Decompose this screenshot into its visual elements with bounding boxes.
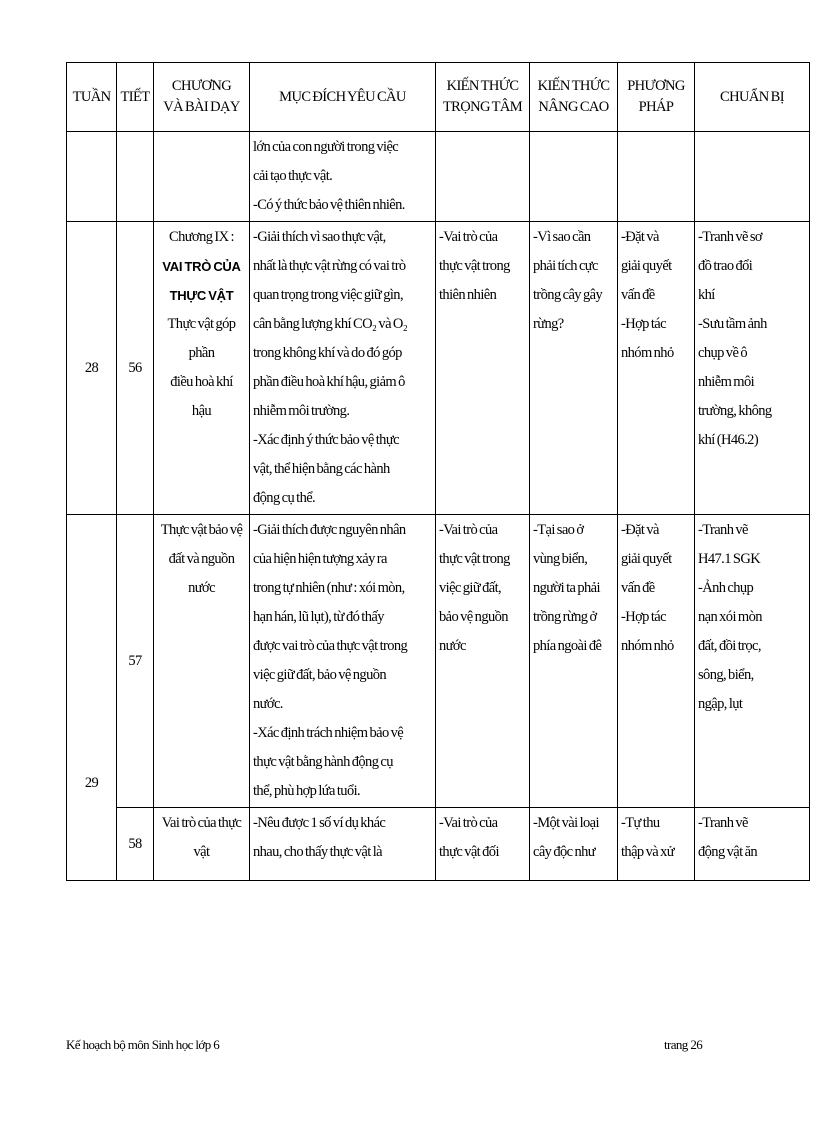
table-row-lesson-56	[67, 222, 810, 515]
cell-tuan	[67, 132, 117, 222]
cell-chuong: Thực vật bảo vệ đất và nguồn nước	[154, 515, 250, 808]
cell-muc-dich: -Nêu được 1 số ví dụ khác nhau, cho thấy thực vật là	[250, 808, 436, 881]
cell-muc-dich: -Giải thích vì sao thực vật, nhất là thực vật rừng có vai trò quan trọng trong việc giữ gìn, cân bằng lượng khí CO₂ và O₂ trong không khí và do đó góp phần điều hoà khí hậu, giảm ô nhiễm môi trường. -Xác định ý thức bảo vệ thực vật, thể hiện bằng các hành động cụ thể.	[250, 222, 436, 515]
lesson-plan-table	[66, 62, 810, 881]
cell-phuong-phap	[618, 132, 695, 222]
chapter-label: Chương IX :	[169, 229, 234, 245]
table-row-continued	[67, 132, 810, 222]
table-row-lesson-57	[67, 515, 810, 808]
cell-phuong-phap: -Đặt và giải quyết vấn đề -Hợp tác nhóm nhỏ	[618, 222, 695, 515]
cell-chuong: Chương IX : VAI TRÒ CỦA THỰC VẬT Thực vật góp phần điều hoà khí hậu	[154, 222, 250, 515]
header-chuan-bi: CHUẨN BỊ	[695, 63, 810, 132]
footer-document-title: Kế hoạch bộ môn Sinh học lớp 6	[66, 1037, 220, 1052]
header-tiet: TIẾT	[117, 63, 154, 132]
cell-nang-cao: -Vì sao cần phải tích cực trồng cây gây rừng?	[530, 222, 618, 515]
cell-chuan-bi: -Tranh vẽ động vật ăn	[695, 808, 810, 881]
cell-chuan-bi	[695, 132, 810, 222]
cell-chuan-bi: -Tranh vẽ sơ đồ trao đổi khí -Sưu tầm ảnh chụp về ô nhiễm môi trường, không khí (H46.2)	[695, 222, 810, 515]
cell-phuong-phap: -Tự thu thập và xử	[618, 808, 695, 881]
cell-tiet: 57	[117, 515, 154, 808]
cell-trong-tam	[436, 132, 530, 222]
cell-tuan: 29	[67, 515, 117, 881]
header-nang-cao: KIẾN THỨC NÂNG CAO	[530, 63, 618, 132]
cell-tiet	[117, 132, 154, 222]
cell-nang-cao	[530, 132, 618, 222]
header-chuong: CHƯƠNG VÀ BÀI DẠY	[154, 63, 250, 132]
cell-trong-tam: -Vai trò của thực vật đối	[436, 808, 530, 881]
cell-chuong: Vai trò của thực vật	[154, 808, 250, 881]
header-muc-dich: MỤC ĐÍCH YÊU CẦU	[250, 63, 436, 132]
table-row-lesson-58	[67, 808, 810, 881]
cell-chuong	[154, 132, 250, 222]
chapter-title: THỰC VẬT	[169, 288, 234, 303]
cell-tiet: 56	[117, 222, 154, 515]
cell-trong-tam: -Vai trò của thực vật trong thiên nhiên	[436, 222, 530, 515]
header-row	[67, 63, 810, 132]
footer-page-number: trang 26	[664, 1037, 703, 1052]
cell-muc-dich: lớn của con người trong việc cải tạo thực vật. -Có ý thức bảo vệ thiên nhiên.	[250, 132, 436, 222]
cell-tuan: 28	[67, 222, 117, 515]
header-phuong-phap: PHƯƠNG PHÁP	[618, 63, 695, 132]
chapter-title: VAI TRÒ CỦA	[162, 259, 241, 274]
cell-phuong-phap: -Đặt và giải quyết vấn đề -Hợp tác nhóm nhỏ	[618, 515, 695, 808]
cell-muc-dich: -Giải thích được nguyên nhân của hiện hiện tượng xảy ra trong tự nhiên (như : xói mòn, hạn hán, lũ lụt), từ đó thấy được vai trò của thực vật trong việc giữ đất, bảo vệ nguồn nước. -Xác định trách nhiệm bảo vệ thực vật bằng hành động cụ thể, phù hợp lứa tuổi.	[250, 515, 436, 808]
cell-trong-tam: -Vai trò của thực vật trong việc giữ đất, bảo vệ nguồn nước	[436, 515, 530, 808]
cell-nang-cao: -Một vài loại cây độc như	[530, 808, 618, 881]
cell-chuan-bi: -Tranh vẽ H47.1 SGK -Ảnh chụp nạn xói mòn đất, đồi trọc, sông, biển, ngập, lụt	[695, 515, 810, 808]
cell-nang-cao: -Tại sao ở vùng biển, người ta phải trồng rừng ở phía ngoài đê	[530, 515, 618, 808]
cell-tiet: 58	[117, 808, 154, 881]
header-trong-tam: KIẾN THỨC TRỌNG TÂM	[436, 63, 530, 132]
header-tuan: TUẦN	[67, 63, 117, 132]
